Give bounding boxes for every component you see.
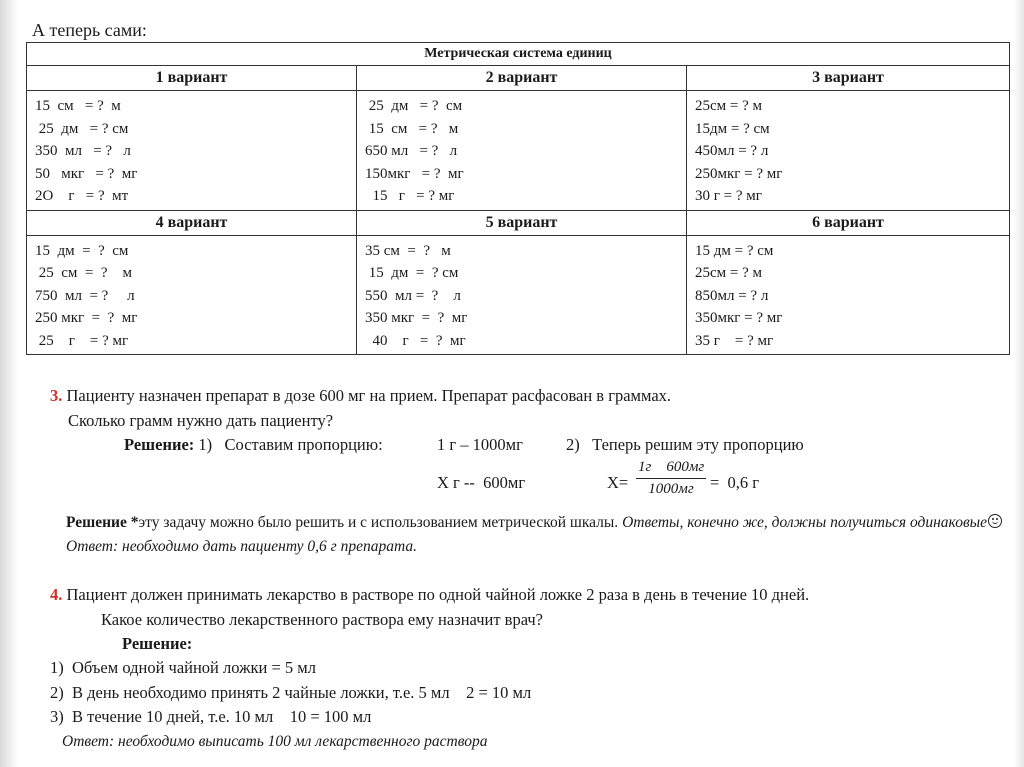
variant-1-cell — [27, 91, 357, 211]
smiley-icon — [988, 514, 1002, 528]
exercise-line: 15 см = ? м — [35, 98, 121, 114]
right-edge-shadow — [1014, 0, 1024, 767]
task3-question: Сколько грамм нужно дать пациенту? — [68, 411, 334, 430]
task3-step2: 2) Теперь решим эту пропорцию — [566, 435, 804, 454]
task4-question: Какое количество лекарственного раствора ему назначит врач? — [101, 610, 544, 629]
metric-units-table — [26, 42, 1010, 355]
variant-3-header: 3 вариант — [687, 66, 1010, 91]
exercise-line: 250 мкг = ? мг — [35, 310, 138, 326]
variant-6-cell — [687, 235, 1010, 355]
exercise-line: 30 г = ? мг — [695, 188, 762, 204]
exercise-line: 25 дм = ? см — [35, 120, 129, 137]
variant-2-cell — [357, 91, 687, 211]
exercise-line: 450мл = ? л — [695, 143, 769, 159]
exercise-line: 25 дм = ? см — [365, 98, 463, 114]
task4-answer: Ответ: необходимо выписать 100 мл лекарственного раствора — [62, 733, 488, 750]
exercise-line: 40 г = ? мг — [365, 332, 466, 349]
task3-result: = 0,6 г — [710, 473, 760, 492]
exercise-line: 15дм = ? см — [695, 120, 770, 137]
task3-x-equals: Х= — [607, 473, 629, 492]
exercise-line: 15 дм = ? см — [695, 242, 774, 259]
exercise-line: 25 г = ? мг — [35, 332, 129, 349]
exercise-line: 35 см = ? м — [365, 242, 451, 259]
fraction-denominator: 1000мг — [648, 481, 694, 497]
exercise-line: 350мкг = ? мг — [695, 310, 783, 326]
left-edge-shadow — [0, 0, 18, 767]
variant-6-header: 6 вариант — [687, 210, 1010, 235]
exercise-line: 15 г = ? мг — [365, 188, 455, 204]
fraction-numerator: 1г 600мг — [636, 459, 706, 479]
task4-line1 — [50, 585, 809, 605]
exercise-line: 2О г = ? мт — [35, 188, 129, 204]
task3-note-italic: Ответы, конечно же, должны получиться одинаковые — [622, 514, 988, 531]
variant-5-cell — [357, 235, 687, 355]
exercise-line: 150мкг = ? мг — [365, 165, 464, 182]
task3-solution-row — [124, 435, 383, 455]
task4-step1: 1) Объем одной чайной ложки = 5 мл — [50, 658, 316, 677]
task3-number: 3. — [50, 386, 63, 405]
task3-proportion-2: Х г -- 600мг — [437, 473, 526, 492]
task3-note-text: эту задачу можно было решить и с использованием метрической шкалы. — [138, 514, 623, 531]
exercise-line: 35 г = ? мг — [695, 332, 774, 349]
task3-note — [66, 514, 1002, 532]
task4-statement: Пациент должен принимать лекарство в растворе по одной чайной ложке 2 раза в день в течение 10 дней. — [62, 585, 810, 604]
task3-answer: Ответ: необходимо дать пациенту 0,6 г препарата. — [66, 538, 417, 555]
exercise-line: 50 мкг = ? мг — [35, 165, 138, 182]
variant-4-header: 4 вариант — [27, 210, 357, 235]
exercise-line: 25 см = ? м — [35, 265, 133, 281]
task3-statement: Пациенту назначен препарат в дозе 600 мг на прием. Препарат расфасован в граммах. — [62, 386, 672, 405]
task3-proportion-1: 1 г – 1000мг — [437, 435, 523, 454]
exercise-line: 350 мкг = ? мг — [365, 310, 468, 326]
exercise-line: 850мл = ? л — [695, 287, 769, 304]
exercise-line: 15 см = ? м — [365, 120, 459, 137]
exercise-line: 15 дм = ? см — [365, 265, 459, 281]
variant-1-header: 1 вариант — [27, 66, 357, 91]
task3-line1 — [50, 386, 671, 406]
page-heading: А теперь сами: — [32, 20, 147, 40]
task4-step2: 2) В день необходимо принять 2 чайные ложки, т.е. 5 мл 2 = 10 мл — [50, 683, 532, 702]
exercise-line: 650 мл = ? л — [365, 143, 458, 159]
variant-2-header: 2 вариант — [357, 66, 687, 91]
task4-number: 4. — [50, 585, 63, 604]
task3-solution-label: Решение: — [124, 435, 195, 454]
task4-solution-label: Решение: — [122, 634, 193, 653]
exercise-line: 15 дм = ? см — [35, 242, 129, 259]
exercise-line: 25см = ? м — [695, 265, 763, 281]
exercise-line: 25см = ? м — [695, 98, 763, 114]
exercise-line: 750 мл = ? л — [35, 287, 135, 304]
variant-3-cell — [687, 91, 1010, 211]
task3-fraction — [636, 459, 706, 498]
task3-note-label: Решение * — [66, 514, 139, 531]
task3-step1: 1) Составим пропорцию: — [194, 435, 383, 454]
variant-5-header: 5 вариант — [357, 210, 687, 235]
task4-step3: 3) В течение 10 дней, т.е. 10 мл 10 = 100 мл — [50, 707, 372, 726]
exercise-line: 250мкг = ? мг — [695, 165, 783, 182]
table-title: Метрическая система единиц — [27, 43, 1010, 66]
variant-4-cell — [27, 235, 357, 355]
exercise-line: 350 мл = ? л — [35, 143, 131, 159]
exercise-line: 550 мл = ? л — [365, 287, 461, 304]
